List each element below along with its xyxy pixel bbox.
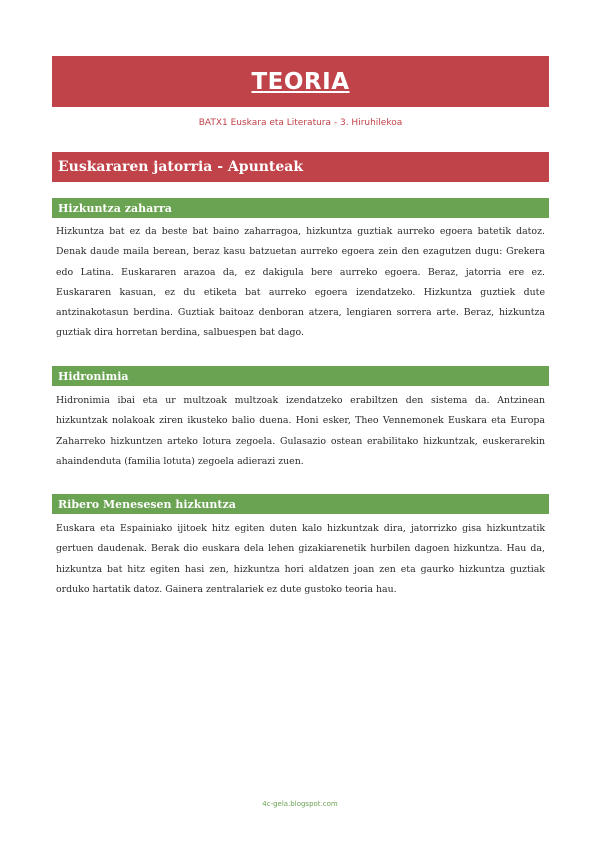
subsection-header-hidronimia bbox=[52, 366, 549, 386]
subsection-title: Hizkuntza zaharra bbox=[58, 201, 172, 215]
subsection-title: Hidronimia bbox=[58, 369, 129, 383]
subsection-paragraph: Euskara eta Espainiako ijitoek hitz egiten duten kalo hizkuntzak dira, jatorrizko gisa hizkuntzatik gertuen daudenak. Berak dio euskara dela lehen gizakiarenetik hurbilen dagoen hizkuntza. Hau da, hizkuntza bat hitz egiten hasi zen, hizkuntza hori aldatzen joan zen eta gaurko hizkuntza guztiak orduko hartatik datoz. Gainera zentralariek ez dute gustoko teoria hau. bbox=[56, 523, 545, 595]
section-title: Euskararen jatorria - Apunteak bbox=[58, 159, 304, 175]
section-header bbox=[52, 152, 549, 182]
subsection-paragraph: Hizkuntza bat ez da beste bat baino zaharragoa, hizkuntza guztiak aurreko egoera batetik datoz. Denak daude maila berean, beraz kasu batzuetan aurreko egoera zein den ezagutzen dugu: Grekera edo Latina. Euskararen arazoa da, ez dakigula bere aurreko egoera. Beraz, jatorria ere ez. Euskararen kasuan, ez du etiketa bat aurreko egoera izendatzeko. Hizkuntza guztiek dute antzinakotasun berdina. Guztiak baitoaz denboran atzera, lengiaren sorrera arte. Beraz, hizkuntza guztiak dira horretan berdina, salbuespen bat dago. bbox=[56, 226, 545, 339]
title-banner bbox=[52, 56, 549, 107]
subsection-title: Ribero Menesesen hizkuntza bbox=[58, 497, 236, 511]
page-subtitle: BATX1 Euskara eta Literatura - 3. Hiruhilekoa bbox=[198, 118, 403, 128]
subsection-paragraph: Hidronimia ibai eta ur multzoak multzoak izendatzeko erabiltzen den sistema da. Antzinean hizkuntzak nolakoak ziren ikusteko balio duena. Honi esker, Theo Vennemonek Euskara eta Europa Zaharreko hizkuntzen arteko lotura zegoela. Gulasazio ostean erabilitako hizkuntzak, euskerarekin ahaindenduta (familia lotuta) zegoela adierazi zuen. bbox=[56, 395, 545, 467]
subsection-header-hizkuntza-zaharra bbox=[52, 198, 549, 218]
footer-link[interactable]: 4c-gela.blogspot.com bbox=[262, 800, 338, 808]
page-title: TEORIA bbox=[251, 68, 350, 95]
subsection-header-ribero-menesesen bbox=[52, 494, 549, 514]
